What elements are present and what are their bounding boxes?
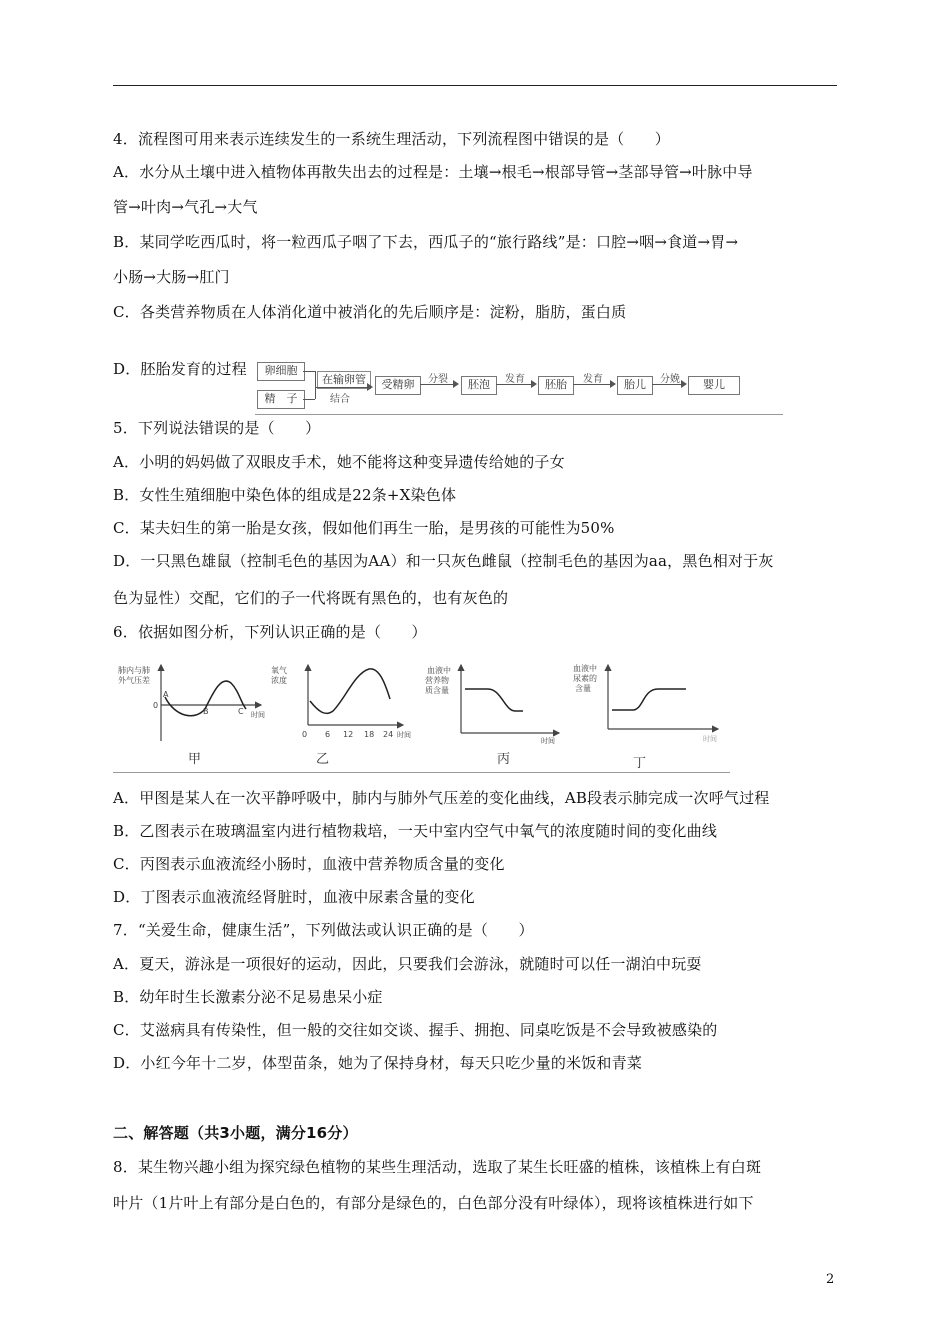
flow-arrow bbox=[420, 384, 454, 385]
flow-connector bbox=[303, 371, 315, 372]
q6-option-a: A．甲图是某人在一次平静呼吸中，肺内与肺外气压差的变化曲线，AB段表示肺完成一次呼气过程 bbox=[113, 789, 770, 807]
flow-baby-box: 婴儿 bbox=[688, 376, 740, 395]
graph-yi-curve bbox=[310, 669, 390, 714]
graph-bing-curve bbox=[465, 689, 523, 711]
q8-line2: 叶片（1片叶上有部分是白色的，有部分是绿色的，白色部分没有叶绿体），现将该植株进行如下 bbox=[113, 1194, 754, 1212]
graph-ding-ylabel2: 尿素的 bbox=[573, 674, 597, 683]
flow-combine-label: 结合 bbox=[330, 394, 350, 405]
graph-jia-point-c: C bbox=[238, 707, 244, 716]
q4-option-b-line2: 小肠→大肠→肛门 bbox=[113, 268, 230, 286]
flow-develop1-label: 发育 bbox=[505, 374, 525, 385]
flow-arrow-head bbox=[681, 380, 687, 388]
flow-arrow-head bbox=[610, 380, 616, 388]
graph-jia bbox=[118, 665, 265, 767]
graph-yi-tick-6: 6 bbox=[325, 730, 331, 739]
graph-bing-xlabel: 时间 bbox=[541, 737, 555, 745]
graph-yi-ylabel1: 氧气 bbox=[271, 666, 287, 675]
graph-ding bbox=[573, 663, 718, 771]
q4-option-d: D．胚胎发育的过程 bbox=[113, 360, 247, 378]
flow-arrow-head bbox=[531, 380, 537, 388]
q5-option-c: C．某夫妇生的第一胎是女孩，假如他们再生一胎，是男孩的可能性为50% bbox=[113, 519, 615, 537]
q5-option-d-line1: D．一只黑色雄鼠（控制毛色的基因为AA）和一只灰色雌鼠（控制毛色的基因为aa，黑色相对于灰 bbox=[113, 552, 774, 570]
flow-arrow bbox=[315, 387, 369, 388]
q6-stem: 6．依据如图分析，下列认识正确的是（ ） bbox=[113, 623, 427, 641]
graph-yi-xlabel: 时间 bbox=[397, 731, 411, 739]
figure-baseline bbox=[255, 414, 783, 415]
q5-option-d-line2: 色为显性）交配，它们的子一代将既有黑色的，也有灰色的 bbox=[113, 589, 509, 607]
graph-ding-ylabel1: 血液中 bbox=[573, 664, 597, 673]
graph-ding-ylabel3: 含量 bbox=[575, 684, 591, 693]
q4-option-c: C．各类营养物质在人体消化道中被消化的先后顺序是：淀粉，脂肪，蛋白质 bbox=[113, 303, 627, 321]
q7-stem: 7．“关爱生命，健康生活”，下列做法或认识正确的是（ ） bbox=[113, 921, 534, 939]
q4-stem: 4．流程图可用来表示连续发生的一系统生理活动，下列流程图中错误的是（ ） bbox=[113, 130, 670, 148]
q5-option-b: B．女性生殖细胞中染色体的组成是22条+X染色体 bbox=[113, 486, 457, 504]
flow-connector bbox=[303, 399, 315, 400]
graph-bing-ylabel2: 营养物 bbox=[425, 676, 449, 685]
graph-jia-point-a: A bbox=[163, 690, 169, 699]
q6-graphs-svg bbox=[113, 659, 730, 774]
graph-ding-xlabel: 时间 bbox=[703, 735, 717, 743]
flow-zygote-box: 受精卵 bbox=[375, 376, 421, 395]
section-2-heading: 二、解答题（共3小题，满分16分） bbox=[113, 1124, 358, 1142]
flow-sperm-box: 精 子 bbox=[257, 390, 305, 409]
graph-bing-ylabel3: 质含量 bbox=[425, 686, 449, 695]
flow-arrow-head bbox=[453, 380, 459, 388]
header-rule bbox=[113, 85, 837, 86]
flow-develop2-label: 发育 bbox=[583, 374, 603, 385]
embryo-development-flowchart bbox=[255, 359, 783, 415]
q6-option-c: C．丙图表示血液流经小肠时，血液中营养物质含量的变化 bbox=[113, 855, 505, 873]
graph-yi-caption: 乙 bbox=[316, 752, 330, 767]
q7-option-b: B．幼年时生长激素分泌不足易患呆小症 bbox=[113, 988, 383, 1006]
flow-place-box: 在输卵管 bbox=[317, 371, 371, 389]
figure-baseline bbox=[113, 772, 730, 773]
q6-option-b: B．乙图表示在玻璃温室内进行植物栽培，一天中室内空气中氧气的浓度随时间的变化曲线 bbox=[113, 822, 718, 840]
graph-jia-ylabel1: 肺内与肺 bbox=[118, 666, 150, 675]
graph-jia-origin: 0 bbox=[153, 701, 159, 710]
graph-yi bbox=[271, 665, 411, 767]
q6-graphs-figure bbox=[113, 659, 730, 774]
flow-arrow bbox=[573, 384, 611, 385]
graph-yi-tick-24: 24 bbox=[383, 730, 394, 739]
page-number: 2 bbox=[826, 1272, 835, 1287]
flow-birth-label: 分娩 bbox=[660, 374, 680, 385]
q8-line1: 8．某生物兴趣小组为探究绿色植物的某些生理活动，选取了某生长旺盛的植株，该植株上有白斑 bbox=[113, 1158, 762, 1176]
flow-blastocyst-box: 胚泡 bbox=[461, 376, 497, 395]
graph-jia-caption: 甲 bbox=[188, 752, 202, 767]
graph-yi-tick-0: 0 bbox=[302, 730, 308, 739]
flow-arrow bbox=[496, 384, 532, 385]
flow-arrow-head bbox=[367, 383, 373, 391]
graph-bing-ylabel1: 血液中 bbox=[427, 666, 451, 675]
graph-jia-xlabel: 时间 bbox=[251, 711, 265, 719]
flow-connector bbox=[315, 371, 316, 399]
flow-divide-label: 分裂 bbox=[428, 374, 448, 385]
q5-stem: 5．下列说法错误的是（ ） bbox=[113, 419, 321, 437]
q7-option-a: A．夏天，游泳是一项很好的运动，因此，只要我们会游泳，就随时可以任一湖泊中玩耍 bbox=[113, 955, 702, 973]
flow-fetus-box: 胎儿 bbox=[617, 376, 653, 395]
graph-bing bbox=[425, 665, 559, 767]
graph-yi-tick-18: 18 bbox=[364, 730, 375, 739]
graph-bing-caption: 丙 bbox=[497, 752, 511, 767]
graph-jia-point-b: B bbox=[203, 707, 209, 716]
graph-ding-caption: 丁 bbox=[633, 756, 647, 771]
flow-egg-box: 卵细胞 bbox=[257, 362, 305, 381]
q4-option-a-line2: 管→叶肉→气孔→大气 bbox=[113, 198, 258, 216]
graph-yi-ylabel2: 浓度 bbox=[271, 676, 287, 685]
flow-arrow bbox=[652, 384, 682, 385]
flow-embryo-box: 胚胎 bbox=[538, 376, 574, 395]
graph-jia-ylabel2: 外气压差 bbox=[118, 676, 150, 685]
q7-option-c: C．艾滋病具有传染性，但一般的交往如交谈、握手、拥抱、同桌吃饭是不会导致被感染的 bbox=[113, 1021, 718, 1039]
q5-option-a: A．小明的妈妈做了双眼皮手术，她不能将这种变异遗传给她的子女 bbox=[113, 453, 565, 471]
graph-yi-tick-12: 12 bbox=[343, 730, 354, 739]
q4-option-b-line1: B．某同学吃西瓜时，将一粒西瓜子咽了下去，西瓜子的“旅行路线”是：口腔→咽→食道→胃→ bbox=[113, 233, 739, 251]
q4-option-a-line1: A．水分从土壤中进入植物体再散失出去的过程是：土壤→根毛→根部导管→茎部导管→叶脉中导 bbox=[113, 163, 753, 181]
q6-option-d: D．丁图表示血液流经肾脏时，血液中尿素含量的变化 bbox=[113, 888, 475, 906]
graph-ding-curve bbox=[612, 689, 686, 710]
q7-option-d: D．小红今年十二岁，体型苗条，她为了保持身材，每天只吃少量的米饭和青菜 bbox=[113, 1054, 643, 1072]
